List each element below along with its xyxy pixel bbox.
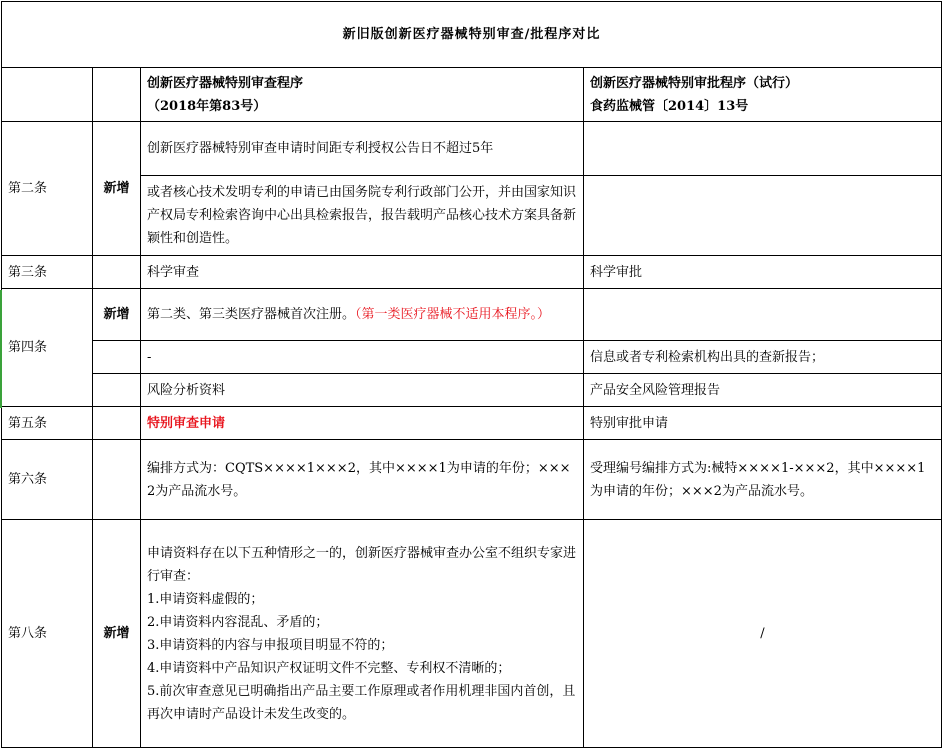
table-row — [2, 440, 942, 520]
table-row — [2, 520, 942, 748]
new-cell: 或者核心技术发明专利的申请已由国务院专利行政部门公开，并由国家知识产权局专利检索咨询中心出具检索报告，报告载明产品核心技术方案具备新颖性和创造性。 — [141, 176, 584, 256]
new-cell: - — [141, 341, 584, 374]
article-label: 第八条 — [2, 520, 93, 748]
old-cell — [584, 289, 942, 341]
old-cell — [584, 122, 942, 176]
old-cell: 特别审批申请 — [584, 407, 942, 440]
table-row — [2, 256, 942, 289]
tag-blank — [93, 407, 141, 440]
new-cell-note: （第一类医疗器械不适用本程序。） — [355, 307, 551, 322]
header-old-procedure — [584, 68, 942, 122]
new-cell — [141, 289, 584, 341]
article-label: 第二条 — [2, 122, 93, 256]
header-old-doc-number: 食药监械管〔2014〕13号 — [590, 98, 749, 114]
old-cell: / — [584, 520, 942, 748]
article-label: 第三条 — [2, 256, 93, 289]
new-cell: 编排方式为：CQTS××××1×××2，其中××××1为申请的年份；×××2为产品流水号。 — [141, 440, 584, 520]
header-blank-article — [2, 68, 93, 122]
old-cell: 产品安全风险管理报告 — [584, 374, 942, 407]
new-cell: 创新医疗器械特别审查申请时间距专利授权公告日不超过5年 — [141, 122, 584, 176]
header-row — [2, 68, 942, 122]
header-new-title: 创新医疗器械特别审查程序 — [147, 75, 304, 91]
article-label: 第六条 — [2, 440, 93, 520]
list-intro: 申请资料存在以下五种情形之一的，创新医疗器械审查办公室不组织专家进行审查： — [147, 545, 577, 584]
list-item: 4.申请资料中产品知识产权证明文件不完整、专利权不清晰的； — [147, 660, 511, 676]
new-tag: 新增 — [93, 122, 141, 256]
new-cell: 科学审查 — [141, 256, 584, 289]
table-row — [2, 122, 942, 176]
table-row — [2, 407, 942, 440]
tag-blank — [93, 256, 141, 289]
new-tag: 新增 — [93, 289, 141, 341]
header-new-procedure — [141, 68, 584, 122]
document-title: 新旧版创新医疗器械特别审查/批程序对比 — [2, 2, 942, 68]
article-label: 第四条 — [2, 289, 93, 407]
comparison-table — [1, 1, 942, 748]
table-row — [2, 289, 942, 341]
list-item: 3.申请资料的内容与申报项目明显不符的； — [147, 637, 394, 653]
list-item: 1.申请资料虚假的； — [147, 591, 264, 607]
old-cell: 受理编号编排方式为:械特××××1-×××2，其中××××1为申请的年份；×××2为产品流水号。 — [584, 440, 942, 520]
new-cell: 特别审查申请 — [141, 407, 584, 440]
header-old-title: 创新医疗器械特别审批程序（试行） — [590, 75, 799, 91]
new-cell-text: 第二类、第三类医疗器械首次注册。 — [147, 307, 356, 322]
new-cell — [141, 520, 584, 748]
list-item: 5.前次审查意见已明确指出产品主要工作原理或者作用机理非国内首创，且再次申请时产品设计未发生改变的。 — [147, 683, 576, 722]
row-selection-marker — [0, 290, 2, 408]
table-row — [2, 341, 942, 374]
table-row — [2, 176, 942, 256]
table-row — [2, 374, 942, 407]
tag-blank — [93, 440, 141, 520]
title-row — [2, 2, 942, 68]
header-blank-tag — [93, 68, 141, 122]
new-tag: 新增 — [93, 520, 141, 748]
header-new-doc-number: （2018年第83号） — [147, 98, 267, 114]
tag-blank — [93, 341, 141, 374]
old-cell — [584, 176, 942, 256]
new-cell: 风险分析资料 — [141, 374, 584, 407]
article-label: 第五条 — [2, 407, 93, 440]
list-item: 2.申请资料内容混乱、矛盾的； — [147, 614, 329, 630]
old-cell: 信息或者专利检索机构出具的查新报告； — [584, 341, 942, 374]
old-cell: 科学审批 — [584, 256, 942, 289]
tag-blank — [93, 374, 141, 407]
